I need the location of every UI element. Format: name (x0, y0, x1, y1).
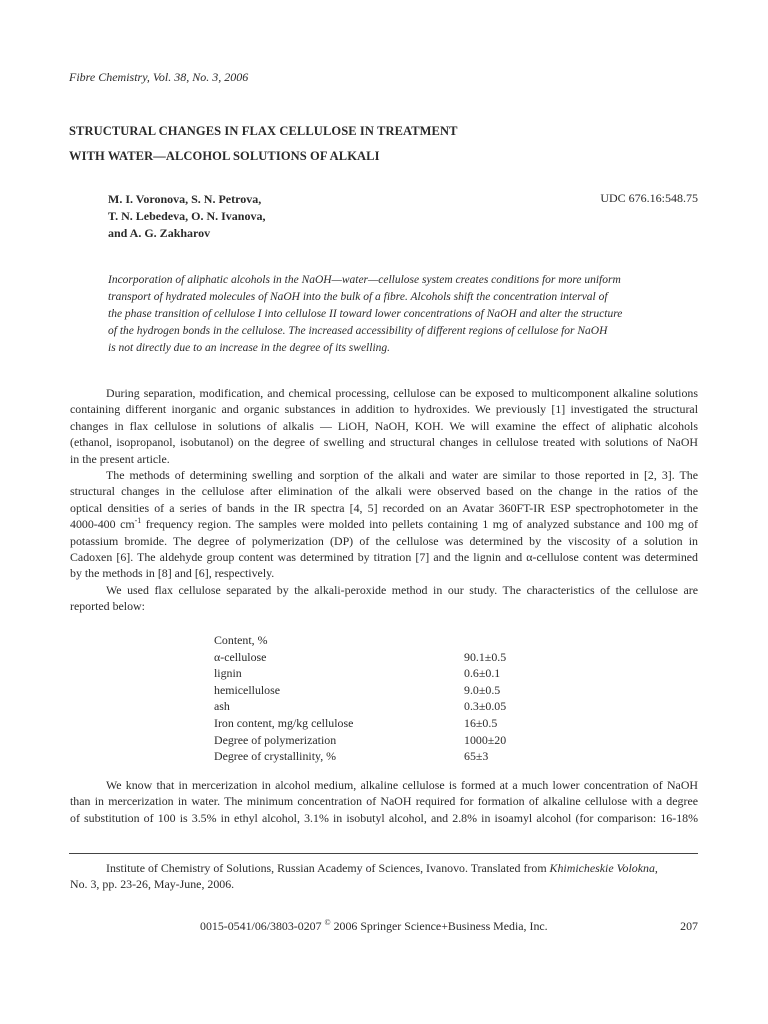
text-line: We used flax cellulose separated by the alkali-peroxide method in our study. The characteristics of the cellulose are (106, 582, 698, 597)
row-value: 65±3 (464, 749, 489, 764)
footnote-line-2: No. 3, pp. 23-26, May-June, 2006. (70, 877, 235, 892)
row-label: hemicellulose (214, 682, 281, 697)
footnote-text: Institute of Chemistry of Solutions, Russian Academy of Sciences, Ivanovo. Translated from (106, 861, 550, 875)
text-line: Cadoxen [6]. The aldehyde group content was determined by titration [7] and the lignin and α-cellulose content was determined (70, 550, 698, 565)
doi-code: 0015-0541/06/3803-0207 (200, 919, 325, 933)
table-row (214, 732, 584, 749)
body-text-section-1 (70, 385, 698, 615)
text-line: The methods of determining swelling and sorption of the alkali and water are similar to those reported in [2, 3]. The (106, 468, 698, 483)
row-label: ash (214, 699, 230, 714)
abstract-line: transport of hydrated molecules of NaOH into the bulk of a fibre. Alcohols shift the concentration interval of (108, 291, 608, 303)
paragraph-mercerization (70, 777, 698, 826)
paragraph-materials (70, 582, 698, 615)
text-fragment: 4000-400 cm (70, 517, 135, 532)
abstract (108, 272, 668, 357)
journal-citation: Fibre Chemistry, Vol. 38, No. 3, 2006 (69, 70, 249, 84)
abstract-line: is not directly due to an increase in the degree of its swelling. (108, 342, 391, 354)
paragraph-intro (70, 385, 698, 467)
publisher: 2006 Springer Science+Business Media, Inc. (330, 919, 548, 933)
row-value: 90.1±0.5 (464, 649, 507, 664)
text-line (70, 516, 698, 532)
footnote-line-1 (70, 860, 698, 876)
author-list (108, 191, 265, 242)
row-label: Degree of polymerization (214, 732, 337, 747)
article-title-line-1: STRUCTURAL CHANGES IN FLAX CELLULOSE IN TREATMENT (69, 124, 458, 138)
table-header-row (214, 632, 584, 649)
text-line: structural changes in the cellulose after elimination of the alkali were observed based on the change in the ratios of the (70, 484, 698, 499)
text-line: During separation, modification, and chemical processing, cellulose can be exposed to multicomponent alkaline solutions (106, 386, 698, 400)
row-value: 1000±20 (464, 732, 507, 747)
text-line: reported below: (70, 599, 145, 614)
text-line: than in mercerization in water. The minimum concentration of NaOH required for formation of alkaline cellulose with a degree (70, 794, 698, 809)
text-line: changes in flax cellulose in solutions of alkalis — LiOH, NaOH, KOH. We will examine the effect of aliphatic alcohols (70, 418, 698, 433)
abstract-line: the phase transition of cellulose I into cellulose II toward lower concentrations of NaOH and alter the structure (108, 308, 623, 320)
body-text-section-2 (70, 777, 698, 826)
row-label: lignin (214, 666, 242, 681)
table-row (214, 649, 584, 666)
author-line-3: and A. G. Zakharov (108, 226, 211, 240)
text-line: of substitution of 100 is 3.5% in ethyl alcohol, 3.1% in isobutyl alcohol, and 2.8% in isoamyl alcohol (for comparison: 16-18% (70, 810, 698, 825)
table-row (214, 715, 584, 732)
row-value: 0.3±0.05 (464, 699, 507, 714)
text-line: (ethanol, isopropanol, isobutanol) on the degree of swelling and structural changes in cellulose treated with solutions of NaOH (70, 435, 698, 450)
text-fragment: frequency region. The samples were molded into pellets containing 1 mg of analyzed substance and 100 mg of (141, 517, 699, 532)
text-line: by the methods in [8] and [6], respectively. (70, 566, 275, 581)
row-value: 0.6±0.1 (464, 666, 501, 681)
abstract-line: Incorporation of aliphatic alcohols in the NaOH—water—cellulose system creates conditions for more uniform (108, 274, 621, 286)
udc-code: UDC 676.16:548.75 (600, 191, 698, 205)
table-row (214, 665, 584, 682)
table-header: Content, % (214, 633, 268, 647)
row-value: 9.0±0.5 (464, 682, 501, 697)
table-row (214, 698, 584, 715)
abstract-line: of the hydrogen bonds in the cellulose. The increased accessibility of different regions of cellulose for NaOH (108, 325, 608, 337)
affiliation-footnote (70, 860, 698, 893)
author-line-2: T. N. Lebedeva, O. N. Ivanova, (108, 209, 266, 223)
article-title-line-2: WITH WATER—ALCOHOL SOLUTIONS OF ALKALI (69, 149, 380, 163)
row-value: 16±0.5 (464, 715, 498, 730)
row-label: Iron content, mg/kg cellulose (214, 715, 354, 730)
row-label: α-cellulose (214, 649, 267, 664)
text-line: potassium bromide. The degree of polymerization (DP) of the cellulose was determined by the viscosity of a solution in (70, 533, 698, 548)
paragraph-methods (70, 467, 698, 582)
row-label: Degree of crystallinity, % (214, 749, 337, 764)
superscript: -1 (134, 516, 142, 526)
text-line: optical densities of a series of bands in the IR spectra [4, 5] recorded on an Avatar 360FT-IR ESP spectrophotometer in the (70, 500, 698, 515)
doi-copyright (200, 919, 548, 934)
table-row (214, 682, 584, 699)
cellulose-characteristics-table (214, 632, 584, 765)
text-line: in the present article. (70, 451, 170, 466)
copyright-symbol: © (324, 918, 331, 928)
journal-original-title: Khimicheskie Volokna, (549, 861, 658, 875)
text-line: containing different inorganic and organic substances in addition to hydroxides. We previously [1] investigated the structural (70, 402, 698, 417)
page-number: 207 (680, 919, 698, 933)
author-line-1: M. I. Voronova, S. N. Petrova, (108, 192, 262, 206)
text-line: We know that in mercerization in alcohol medium, alkaline cellulose is formed at a much lower concentration of NaOH (106, 778, 698, 792)
footnote-divider (69, 853, 698, 854)
table-row (214, 748, 584, 765)
